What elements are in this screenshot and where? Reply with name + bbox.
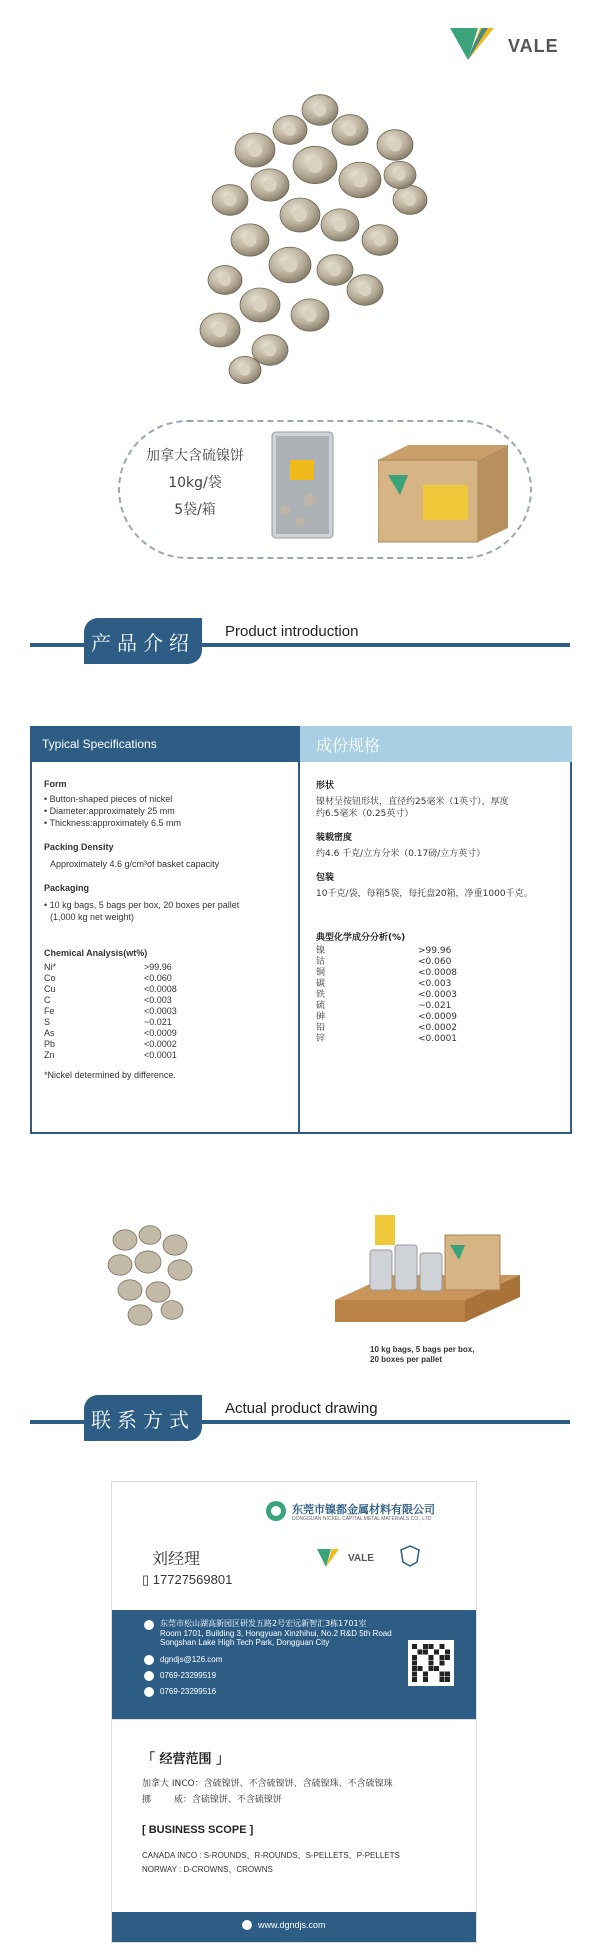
card-vale-text: VALE bbox=[348, 1553, 374, 1564]
chem-value: <0.0009 bbox=[144, 1028, 177, 1038]
chem-value: <0.060 bbox=[418, 957, 452, 967]
chem-value: >99.96 bbox=[144, 962, 172, 972]
chem-element: Co bbox=[44, 973, 56, 983]
chem-row bbox=[316, 1023, 561, 1034]
chem-row bbox=[316, 990, 561, 1001]
pellet-center bbox=[344, 124, 357, 137]
package-product-name: 加拿大含硫镍饼 bbox=[146, 448, 244, 464]
scope-en-line1: CANADA INCO : S-ROUNDS、R-ROUNDS、S-PELLETS、P-PELLETS bbox=[142, 1851, 400, 1860]
card-vale-logo bbox=[317, 1547, 347, 1569]
scope-cn-line2-label: 挪 威： bbox=[142, 1795, 192, 1805]
shield-icon bbox=[398, 1544, 422, 1568]
pellet bbox=[146, 1282, 170, 1302]
pellet bbox=[128, 1305, 152, 1325]
chem-element: 镍 bbox=[316, 946, 326, 956]
density-title-cn: 装载密度 bbox=[316, 833, 353, 843]
chem-element: 碳 bbox=[316, 979, 326, 989]
pellet-center bbox=[263, 178, 276, 191]
pellet-center bbox=[303, 308, 316, 321]
phone-icon bbox=[144, 1671, 154, 1681]
chem-value: ~0.021 bbox=[418, 1001, 452, 1011]
card-fax: 0769-23299516 bbox=[160, 1687, 217, 1696]
pellet-center bbox=[283, 258, 298, 273]
scope-cn-line2 bbox=[142, 1792, 282, 1805]
chem-row bbox=[44, 973, 289, 984]
chem-value: <0.0002 bbox=[418, 1023, 458, 1033]
scope-en-title: [ BUSINESS SCOPE ] bbox=[142, 1824, 254, 1836]
chem-row bbox=[44, 1017, 289, 1028]
pellet bbox=[139, 1226, 161, 1245]
chem-row bbox=[316, 968, 561, 979]
company-logo-icon bbox=[265, 1500, 287, 1522]
pellet-center bbox=[374, 234, 387, 247]
chem-row bbox=[316, 1034, 561, 1045]
pellet-center bbox=[219, 274, 231, 286]
pellet-center bbox=[284, 124, 296, 136]
chem-element: C bbox=[44, 995, 51, 1005]
pellet bbox=[161, 1301, 183, 1320]
chem-element: S bbox=[44, 1017, 51, 1027]
contact-section-title: 联系方式 bbox=[84, 1395, 202, 1441]
pellet bbox=[163, 1235, 187, 1255]
packaging-text: • 10 kg bags, 5 bags per box, 20 boxes per pallet bbox=[44, 900, 240, 910]
pellet-center bbox=[389, 139, 402, 152]
scope-cn-title-text: 经营范围 bbox=[159, 1752, 212, 1767]
chem-value: <0.0008 bbox=[418, 968, 458, 978]
chem-value: <0.003 bbox=[144, 995, 172, 1005]
pellet-center bbox=[253, 298, 267, 312]
contact-section-subtitle: Actual product drawing bbox=[225, 1400, 378, 1417]
pallet-image bbox=[335, 1205, 520, 1340]
scope-cn-line1: 加拿大 INCO：含硫镍饼、不含硫镍饼、含硫镍珠、不含硫镍珠 bbox=[142, 1779, 393, 1789]
email-icon bbox=[144, 1655, 154, 1665]
pellet-center bbox=[239, 364, 250, 375]
address-en-2: Songshan Lake High Tech Park, Dongguan City bbox=[160, 1638, 330, 1647]
chem-row bbox=[44, 1028, 289, 1039]
chem-table-chinese bbox=[316, 946, 561, 1045]
chem-row bbox=[44, 995, 289, 1006]
chem-value: ~0.021 bbox=[144, 1017, 172, 1027]
chem-value: <0.003 bbox=[418, 979, 452, 989]
chem-title-cn: 典型化学成分分析(%) bbox=[316, 933, 406, 943]
pellet-center bbox=[213, 323, 227, 337]
pack-text-cn: 10千克/袋，每箱5袋，每托盘20箱，净重1000千克。 bbox=[316, 889, 533, 899]
card-email[interactable]: dgndjs@126.com bbox=[160, 1655, 223, 1664]
globe-icon bbox=[242, 1920, 252, 1930]
shape-text: 镍材呈按钮形状，直径约25毫米（1英寸），厚度 bbox=[316, 797, 509, 807]
chem-row bbox=[44, 1039, 289, 1050]
contact-phone bbox=[142, 1572, 232, 1588]
package-bags-per-box: 5袋/箱 bbox=[174, 502, 216, 518]
spec-header-english: Typical Specifications bbox=[30, 726, 300, 762]
chem-row bbox=[316, 957, 561, 968]
vale-logo-text: VALE bbox=[508, 36, 559, 56]
pellet-center bbox=[248, 143, 262, 157]
chem-value: <0.060 bbox=[144, 973, 172, 983]
form-item: • Diameter:approximately 25 mm bbox=[44, 806, 175, 816]
chem-row bbox=[44, 984, 289, 995]
box-image bbox=[378, 440, 508, 545]
form-title: Form bbox=[44, 779, 67, 789]
form-item: • Button-shaped pieces of nickel bbox=[44, 794, 173, 804]
pellet bbox=[113, 1230, 137, 1250]
contact-phone-number[interactable]: 17727569801 bbox=[152, 1572, 233, 1587]
chem-element: 铅 bbox=[316, 1023, 326, 1033]
scope-cn-title: 「 经营范围 」 bbox=[142, 1752, 230, 1767]
bag-image bbox=[270, 430, 335, 540]
chem-element: 铜 bbox=[316, 968, 326, 978]
pellet bbox=[168, 1260, 192, 1280]
chem-value: >99.96 bbox=[418, 946, 452, 956]
chem-value: <0.0008 bbox=[144, 984, 177, 994]
pellet-center bbox=[329, 264, 342, 277]
chem-note: *Nickel determined by difference. bbox=[44, 1070, 176, 1080]
pallet-caption-line2: 20 boxes per pallet bbox=[370, 1355, 443, 1364]
chem-value: <0.0003 bbox=[418, 990, 458, 1000]
pellet-center bbox=[314, 104, 327, 117]
chem-value: <0.0003 bbox=[144, 1006, 177, 1016]
card-website[interactable]: www.dgndjs.com bbox=[258, 1920, 326, 1930]
pellet-center bbox=[333, 218, 346, 231]
pellet-center bbox=[264, 344, 277, 357]
pellet bbox=[108, 1255, 132, 1275]
package-bag-weight: 10kg/袋 bbox=[168, 475, 222, 491]
location-icon bbox=[144, 1620, 154, 1630]
chem-element: Zn bbox=[44, 1050, 55, 1060]
pallet-caption bbox=[370, 1345, 474, 1365]
pellet bbox=[118, 1280, 142, 1300]
scope-en-line2: NORWAY : D-CROWNS、CROWNS bbox=[142, 1865, 273, 1874]
chem-element: 铁 bbox=[316, 990, 326, 1000]
density-text: Approximately 4.6 g/cm³of basket capacity bbox=[50, 859, 220, 869]
shape-text-2: 约6.5毫米（0.25英寸） bbox=[316, 809, 414, 819]
spec-chinese-body bbox=[316, 778, 561, 1045]
company-name-cn: 东莞市镍都金属材料有限公司 bbox=[292, 1503, 435, 1516]
form-item: • Thickness:approximately 6.5 mm bbox=[44, 818, 182, 828]
chem-element: 锌 bbox=[316, 1034, 326, 1044]
pellet-center bbox=[394, 169, 405, 180]
chem-element: Ni* bbox=[44, 962, 57, 972]
scope-en-title-text: BUSINESS SCOPE bbox=[148, 1824, 247, 1836]
product-section-title: 产品介绍 bbox=[84, 618, 202, 664]
chem-element: 砷 bbox=[316, 1012, 326, 1022]
chem-row bbox=[316, 1012, 561, 1023]
qr-code-icon bbox=[408, 1640, 454, 1686]
chem-value: <0.0009 bbox=[418, 1012, 458, 1022]
packaging-title: Packaging bbox=[44, 883, 90, 893]
fax-icon bbox=[144, 1687, 154, 1697]
chem-element: 钴 bbox=[316, 957, 326, 967]
pellet-center bbox=[224, 194, 237, 207]
density-title: Packing Density bbox=[44, 842, 114, 852]
shape-title: 形状 bbox=[316, 781, 335, 791]
address-cn: 东莞市松山湖高新园区研发五路2号宏远新智汇3栋1701室 bbox=[160, 1619, 367, 1628]
pellet-center bbox=[353, 173, 368, 188]
chem-row bbox=[316, 979, 561, 990]
chem-element: Pb bbox=[44, 1039, 56, 1049]
pellet-center bbox=[293, 208, 307, 222]
chem-row bbox=[316, 1001, 561, 1012]
pellet-center bbox=[404, 194, 416, 206]
spec-header-chinese: 成份规格 bbox=[300, 726, 572, 762]
product-section-subtitle: Product introduction bbox=[225, 623, 359, 640]
chem-row bbox=[44, 1006, 289, 1017]
chem-row bbox=[44, 962, 289, 973]
chem-title: Chemical Analysis(wt%) bbox=[44, 948, 148, 958]
chem-value: <0.0001 bbox=[418, 1034, 458, 1044]
pellet-center bbox=[307, 157, 322, 172]
card-address bbox=[160, 1618, 400, 1647]
contact-person: 刘经理 bbox=[152, 1549, 201, 1568]
card-tel[interactable]: 0769-23299519 bbox=[160, 1671, 217, 1680]
address-en-1: Room 1701, Building 3, Hongyuan Xinzhihui, No.2 R&D 5th Road bbox=[160, 1629, 392, 1638]
chem-row bbox=[44, 1050, 289, 1061]
company-name-en: DONGGUAN NICKEL CAPITAL METAL MATERIALS CO., LTD bbox=[292, 1516, 432, 1522]
chem-value: <0.0002 bbox=[144, 1039, 177, 1049]
nickel-pellets-image bbox=[150, 90, 460, 390]
chem-table-english bbox=[44, 962, 289, 1061]
packaging-text-net: (1,000 kg net weight) bbox=[50, 912, 135, 922]
pellet bbox=[135, 1251, 161, 1273]
chem-row bbox=[316, 946, 561, 957]
pellet-center bbox=[243, 233, 256, 246]
pallet-caption-line1: 10 kg bags, 5 bags per box, bbox=[370, 1345, 475, 1354]
scope-cn-line2-text: 含硫镍饼、不含硫镍饼 bbox=[191, 1795, 282, 1805]
pack-title-cn: 包装 bbox=[316, 873, 335, 883]
density-text-cn: 约4.6 千克/立方分米（0.17磅/立方英寸） bbox=[316, 849, 486, 859]
chem-element: As bbox=[44, 1028, 55, 1038]
pellet-center bbox=[359, 284, 372, 297]
chem-element: 硫 bbox=[316, 1001, 326, 1011]
spec-english-body bbox=[44, 778, 289, 1081]
chem-value: <0.0001 bbox=[144, 1050, 177, 1060]
chem-element: Cu bbox=[44, 984, 56, 994]
chem-element: Fe bbox=[44, 1006, 55, 1016]
small-pellets-image bbox=[100, 1220, 210, 1330]
mobile-icon: ▯ bbox=[142, 1572, 150, 1587]
